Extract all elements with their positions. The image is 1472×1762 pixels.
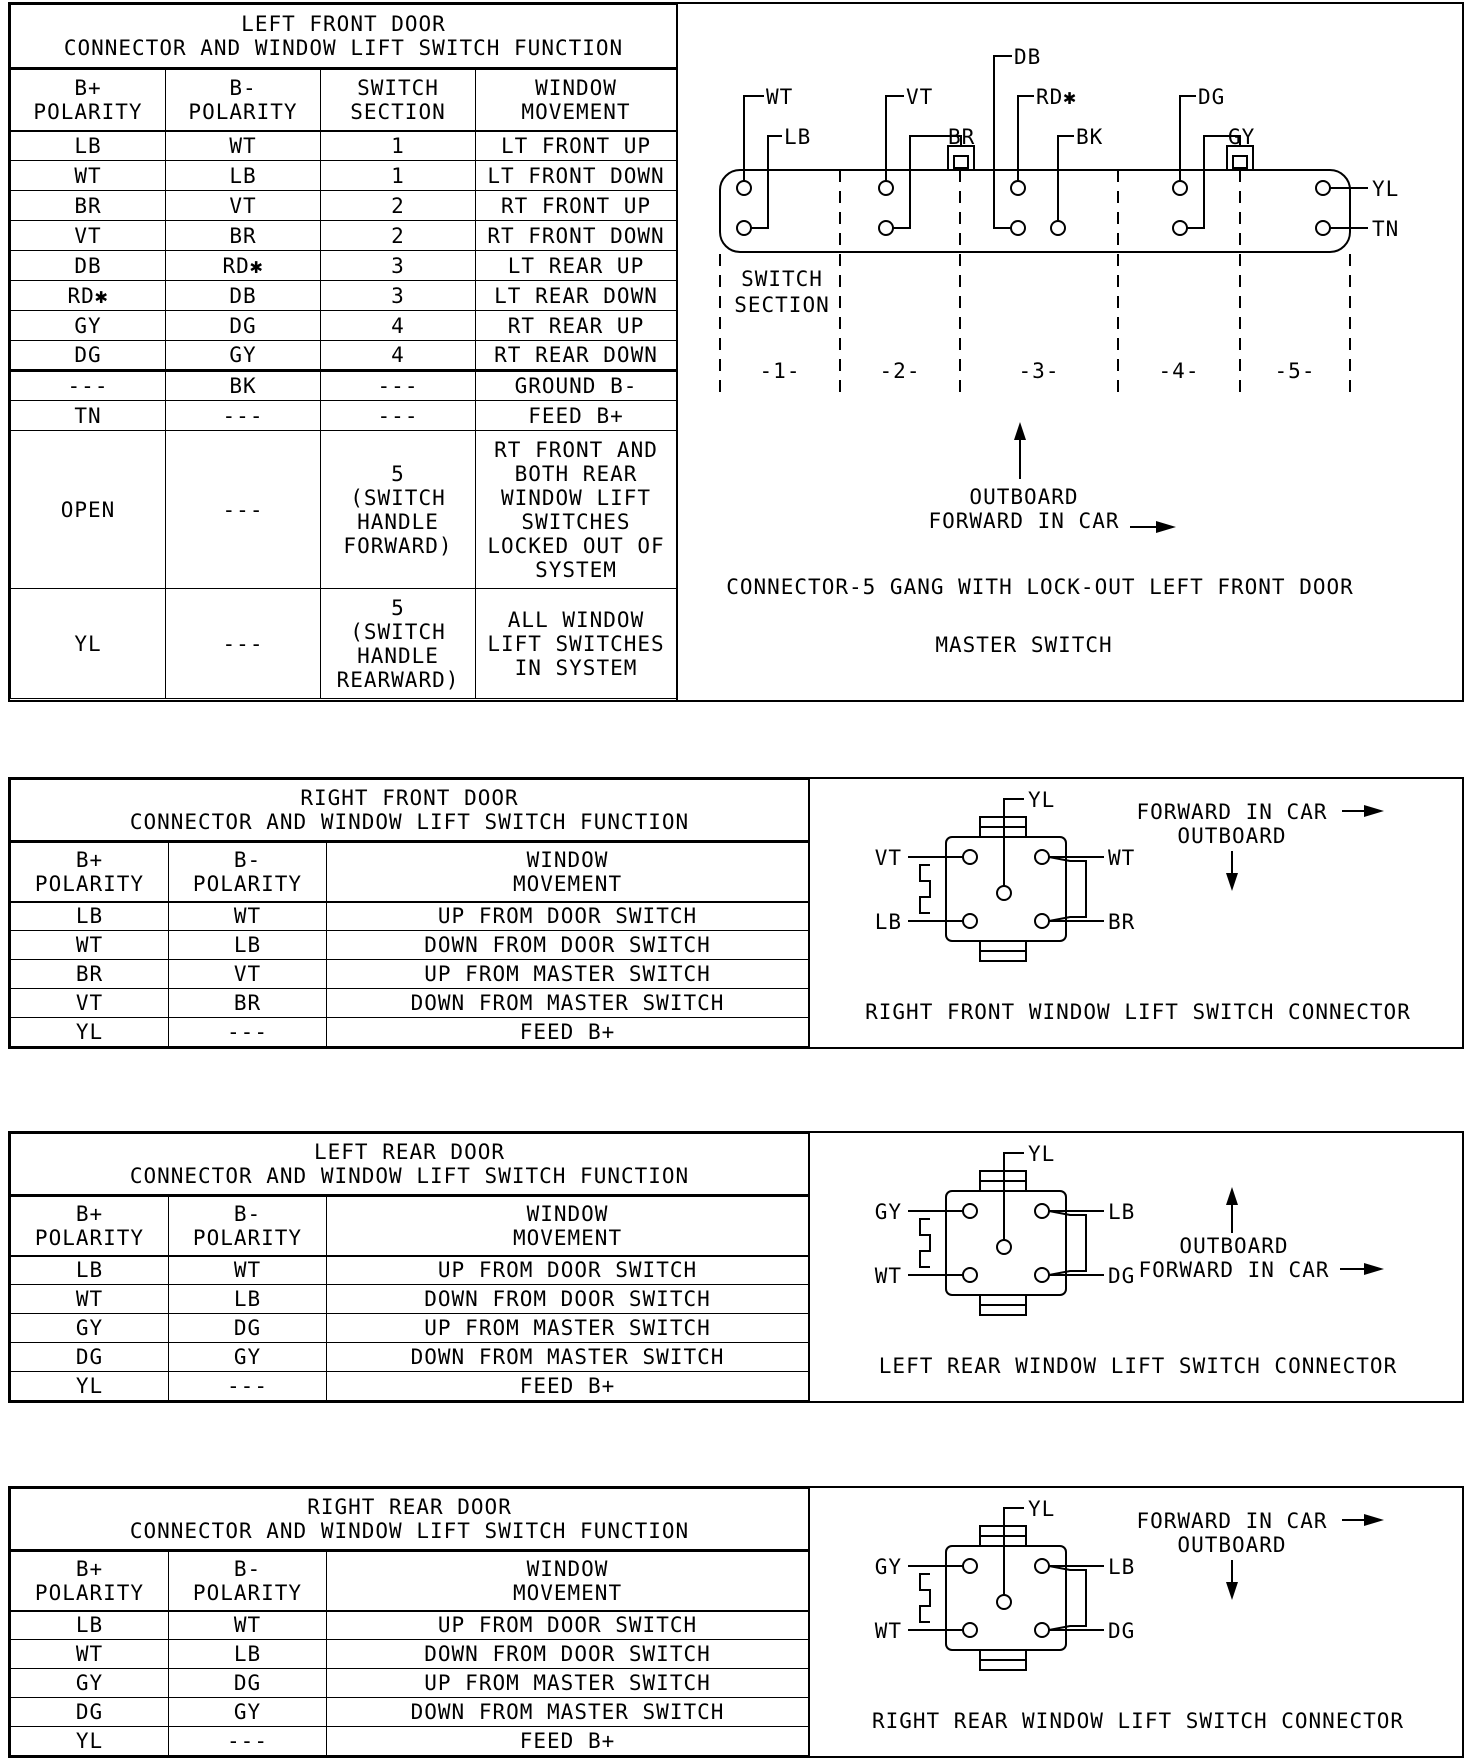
wire-lead xyxy=(1058,136,1074,221)
cell: YL xyxy=(11,1372,169,1401)
table-row xyxy=(11,1669,809,1698)
pin xyxy=(963,850,977,864)
wire-label-left-bottom: WT xyxy=(874,1264,902,1288)
cell: --- xyxy=(169,1727,327,1756)
wire-label-vt: VT xyxy=(906,85,934,109)
wire-label-wt: WT xyxy=(766,85,794,109)
pin xyxy=(1035,1204,1049,1218)
table-row xyxy=(11,281,677,311)
section-number: -2- xyxy=(879,359,921,383)
cell: BR xyxy=(169,989,327,1018)
cell: DOWN FROM DOOR SWITCH xyxy=(327,1640,809,1669)
cell: UP FROM MASTER SWITCH xyxy=(327,960,809,989)
wire-lead xyxy=(994,56,1012,228)
cell: GY xyxy=(11,1669,169,1698)
cell: BK xyxy=(166,371,321,401)
wire-label-right-top: LB xyxy=(1108,1555,1136,1579)
cell: VT xyxy=(11,989,169,1018)
table-title: RIGHT FRONT DOOR CONNECTOR AND WINDOW LIFT SWITCH FUNCTION xyxy=(11,780,809,842)
outboard-arrowhead xyxy=(1226,1187,1238,1205)
pin xyxy=(879,221,893,235)
wire-label-dg: DG xyxy=(1198,85,1226,109)
table-row xyxy=(11,251,677,281)
cell: 3 xyxy=(321,281,476,311)
cell: DG xyxy=(169,1669,327,1698)
pin xyxy=(997,1240,1011,1254)
wire-label-lb: LB xyxy=(784,125,812,149)
cell: --- xyxy=(321,371,476,401)
cell: LB xyxy=(166,161,321,191)
cell: 1 xyxy=(321,161,476,191)
pin xyxy=(1316,221,1330,235)
wire-lead xyxy=(886,96,904,181)
outboard-arrowhead xyxy=(1226,1582,1238,1600)
column-header: WINDOW MOVEMENT xyxy=(327,1196,809,1256)
direction-label-forward: FORWARD IN CAR xyxy=(1138,1258,1330,1282)
cell: --- xyxy=(321,401,476,431)
right-front-door-table xyxy=(10,779,809,1047)
cell: UP FROM MASTER SWITCH xyxy=(327,1669,809,1698)
table-row xyxy=(11,960,809,989)
wire-label-left-top: GY xyxy=(874,1200,902,1224)
table-row xyxy=(11,1314,809,1343)
outboard-arrowhead xyxy=(1014,422,1026,440)
cell: RD✱ xyxy=(11,281,166,311)
column-header: SWITCH SECTION xyxy=(321,69,476,131)
left-rear-door-table xyxy=(10,1133,809,1401)
cell: DOWN FROM DOOR SWITCH xyxy=(327,1285,809,1314)
pin xyxy=(1035,1623,1049,1637)
cell: 2 xyxy=(321,221,476,251)
cell: 5 (SWITCH HANDLE FORWARD) xyxy=(321,431,476,589)
cell: 5 (SWITCH HANDLE REARWARD) xyxy=(321,589,476,699)
left-rear-door-section xyxy=(8,1131,1464,1403)
table-row xyxy=(11,1727,809,1756)
diagram-caption: RIGHT REAR WINDOW LIFT SWITCH CONNECTOR xyxy=(871,1709,1405,1733)
wire-label-db: DB xyxy=(1014,45,1042,69)
latch xyxy=(920,1219,930,1267)
direction-label-outboard: OUTBOARD xyxy=(1177,824,1287,848)
cell: GY xyxy=(169,1343,327,1372)
table-row xyxy=(11,1256,809,1285)
cell: 4 xyxy=(321,341,476,371)
column-header: WINDOW MOVEMENT xyxy=(476,69,677,131)
diagram-caption: RIGHT FRONT WINDOW LIFT SWITCH CONNECTOR xyxy=(865,1000,1411,1024)
wire-label-right-top: LB xyxy=(1108,1200,1136,1224)
cell: WT xyxy=(11,1640,169,1669)
pin xyxy=(1173,221,1187,235)
table-row xyxy=(11,341,677,371)
wire-label-rd: RD✱ xyxy=(1036,85,1077,109)
wire-lead xyxy=(751,136,782,228)
cell: WT xyxy=(169,1611,327,1640)
direction-label-forward: FORWARD IN CAR xyxy=(1136,1509,1328,1533)
lockout-tab xyxy=(1227,146,1253,170)
cell: UP FROM MASTER SWITCH xyxy=(327,1314,809,1343)
pin xyxy=(1035,914,1049,928)
table-row xyxy=(11,902,809,931)
cell: DG xyxy=(11,1698,169,1727)
cell: WT xyxy=(169,902,327,931)
cell: --- xyxy=(166,589,321,699)
right-front-connector-diagram xyxy=(808,779,1464,1047)
lockout-tab-inner xyxy=(954,156,968,168)
cell: LT FRONT DOWN xyxy=(476,161,677,191)
cell: 2 xyxy=(321,191,476,221)
jumper xyxy=(1049,1211,1086,1275)
cell: FEED B+ xyxy=(476,401,677,431)
left-rear-connector-diagram xyxy=(808,1133,1464,1401)
cell: DOWN FROM MASTER SWITCH xyxy=(327,989,809,1018)
table-row xyxy=(11,371,677,401)
forward-arrowhead xyxy=(1364,1514,1384,1526)
cell: UP FROM DOOR SWITCH xyxy=(327,1611,809,1640)
cell: YL xyxy=(11,589,166,699)
wire-lead xyxy=(1004,1153,1024,1240)
cell: WT xyxy=(169,1256,327,1285)
section-number: -4- xyxy=(1158,359,1200,383)
left-rear-connector-svg xyxy=(810,1133,1464,1401)
forward-arrowhead xyxy=(1364,1263,1384,1275)
right-rear-connector-svg xyxy=(810,1488,1464,1756)
pin xyxy=(1035,1268,1049,1282)
table-row xyxy=(11,989,809,1018)
connector-body xyxy=(720,170,1350,252)
cell: DB xyxy=(166,281,321,311)
cell: LB xyxy=(11,1611,169,1640)
table-title: LEFT REAR DOOR CONNECTOR AND WINDOW LIFT SWITCH FUNCTION xyxy=(11,1134,809,1196)
cell: LB xyxy=(11,131,166,161)
wire-lead xyxy=(1018,96,1034,181)
wire-lead xyxy=(1180,96,1196,181)
cell: 1 xyxy=(321,131,476,161)
wire-label-bk: BK xyxy=(1076,125,1104,149)
right-rear-connector-diagram xyxy=(808,1488,1464,1756)
right-front-door-section xyxy=(8,777,1464,1049)
table-row xyxy=(11,931,809,960)
section-number: -5- xyxy=(1274,359,1316,383)
lockout-tab-inner xyxy=(1233,156,1247,168)
cell: VT xyxy=(166,191,321,221)
wire-label-yl: YL xyxy=(1372,177,1400,201)
table-row xyxy=(11,131,677,161)
pin xyxy=(1035,850,1049,864)
cell: DG xyxy=(166,311,321,341)
pin xyxy=(963,914,977,928)
wire-label-br: BR xyxy=(948,125,976,149)
wire-label-right-bottom: BR xyxy=(1108,910,1136,934)
table-row xyxy=(11,1018,809,1047)
cell: WT xyxy=(11,161,166,191)
cell: FEED B+ xyxy=(327,1372,809,1401)
cell: YL xyxy=(11,1727,169,1756)
table-row xyxy=(11,401,677,431)
pin xyxy=(963,1268,977,1282)
table-row xyxy=(11,191,677,221)
column-header: B- POLARITY xyxy=(169,1551,327,1611)
column-header: WINDOW MOVEMENT xyxy=(327,842,809,902)
outboard-arrowhead xyxy=(1226,873,1238,891)
cell: --- xyxy=(166,401,321,431)
right-front-connector-svg xyxy=(810,779,1464,1047)
cell: DOWN FROM MASTER SWITCH xyxy=(327,1343,809,1372)
cell: GROUND B- xyxy=(476,371,677,401)
wire-lead xyxy=(744,96,764,181)
cell: LT REAR UP xyxy=(476,251,677,281)
cell: RT REAR UP xyxy=(476,311,677,341)
column-header: B- POLARITY xyxy=(169,842,327,902)
cell: FEED B+ xyxy=(327,1018,809,1047)
table-row xyxy=(11,589,677,699)
table-title: RIGHT REAR DOOR CONNECTOR AND WINDOW LIFT SWITCH FUNCTION xyxy=(11,1489,809,1551)
pin xyxy=(1173,181,1187,195)
table-row xyxy=(11,1343,809,1372)
cell: DG xyxy=(11,1343,169,1372)
column-header: WINDOW MOVEMENT xyxy=(327,1551,809,1611)
cell: RT REAR DOWN xyxy=(476,341,677,371)
cell: GY xyxy=(169,1698,327,1727)
pin xyxy=(737,221,751,235)
left-front-door-table xyxy=(10,4,677,699)
table-row xyxy=(11,1640,809,1669)
cell: LB xyxy=(169,931,327,960)
forward-arrowhead xyxy=(1156,521,1176,533)
cell: ALL WINDOW LIFT SWITCHES IN SYSTEM xyxy=(476,589,677,699)
wire-lead xyxy=(893,136,961,228)
cell: YL xyxy=(11,1018,169,1047)
jumper xyxy=(1049,857,1086,921)
wire-lead xyxy=(1004,1508,1024,1595)
right-rear-door-section xyxy=(8,1486,1464,1758)
table-row xyxy=(11,161,677,191)
direction-label: OUTBOARD FORWARD IN CAR xyxy=(928,485,1120,533)
cell: WT xyxy=(11,931,169,960)
wire-label-left-top: GY xyxy=(874,1555,902,1579)
section-number: -1- xyxy=(759,359,801,383)
pin xyxy=(1011,181,1025,195)
pin xyxy=(1035,1559,1049,1573)
direction-label-outboard: OUTBOARD xyxy=(1177,1533,1287,1557)
pin xyxy=(997,1595,1011,1609)
cell: RT FRONT DOWN xyxy=(476,221,677,251)
jumper xyxy=(1049,1566,1086,1630)
cell: --- xyxy=(169,1372,327,1401)
cell: TN xyxy=(11,401,166,431)
diagram-caption: LEFT REAR WINDOW LIFT SWITCH CONNECTOR xyxy=(878,1354,1398,1378)
cell: DOWN FROM MASTER SWITCH xyxy=(327,1698,809,1727)
cell: LT REAR DOWN xyxy=(476,281,677,311)
wire-label-left-bottom: LB xyxy=(874,910,902,934)
cell: VT xyxy=(11,221,166,251)
wire-label-top: YL xyxy=(1028,788,1056,812)
latch xyxy=(920,865,930,913)
cell: RD✱ xyxy=(166,251,321,281)
lockout-tab xyxy=(948,146,974,170)
cell: GY xyxy=(11,311,166,341)
latch xyxy=(920,1574,930,1622)
pin xyxy=(963,1204,977,1218)
cell: UP FROM DOOR SWITCH xyxy=(327,902,809,931)
column-header: B- POLARITY xyxy=(166,69,321,131)
cell: 4 xyxy=(321,311,476,341)
pin xyxy=(737,181,751,195)
wire-label-gy: GY xyxy=(1228,125,1256,149)
cell: DOWN FROM DOOR SWITCH xyxy=(327,931,809,960)
section-number: -3- xyxy=(1018,359,1060,383)
table-row xyxy=(11,1611,809,1640)
cell: BR xyxy=(166,221,321,251)
right-rear-door-table xyxy=(10,1488,809,1756)
pin xyxy=(1316,181,1330,195)
pin xyxy=(997,886,1011,900)
cell: GY xyxy=(11,1314,169,1343)
master-switch-svg xyxy=(678,4,1464,700)
column-header: B+ POLARITY xyxy=(11,69,166,131)
table-row xyxy=(11,1372,809,1401)
cell: LT FRONT UP xyxy=(476,131,677,161)
column-header: B+ POLARITY xyxy=(11,1196,169,1256)
diagram-caption: MASTER SWITCH xyxy=(935,633,1113,657)
wire-label-right-bottom: DG xyxy=(1108,1619,1136,1643)
wire-label-top: YL xyxy=(1028,1142,1056,1166)
cell: DG xyxy=(11,341,166,371)
left-front-door-section xyxy=(8,2,1464,702)
direction-label-outboard: OUTBOARD xyxy=(1179,1234,1289,1258)
cell: GY xyxy=(166,341,321,371)
cell: --- xyxy=(166,431,321,589)
cell: BR xyxy=(11,960,169,989)
cell: OPEN xyxy=(11,431,166,589)
cell: RT FRONT UP xyxy=(476,191,677,221)
table-title: LEFT FRONT DOOR CONNECTOR AND WINDOW LIFT SWITCH FUNCTION xyxy=(11,5,677,69)
cell: WT xyxy=(166,131,321,161)
pin xyxy=(1051,221,1065,235)
forward-arrowhead xyxy=(1364,805,1384,817)
pin xyxy=(1011,221,1025,235)
cell: 3 xyxy=(321,251,476,281)
cell: UP FROM DOOR SWITCH xyxy=(327,1256,809,1285)
cell: LB xyxy=(11,902,169,931)
cell: LB xyxy=(169,1640,327,1669)
wire-lead xyxy=(1004,799,1024,886)
wire-label-left-top: VT xyxy=(874,846,902,870)
direction-label-forward: FORWARD IN CAR xyxy=(1136,800,1328,824)
diagram-caption: CONNECTOR-5 GANG WITH LOCK-OUT LEFT FRONT DOOR xyxy=(726,575,1354,599)
cell: LB xyxy=(11,1256,169,1285)
table-row xyxy=(11,1698,809,1727)
cell: RT FRONT AND BOTH REAR WINDOW LIFT SWITCHES LOCKED OUT OF SYSTEM xyxy=(476,431,677,589)
wire-lead xyxy=(1187,136,1240,228)
wire-label-top: YL xyxy=(1028,1497,1056,1521)
cell: VT xyxy=(169,960,327,989)
table-row xyxy=(11,1285,809,1314)
cell: LB xyxy=(169,1285,327,1314)
table-row xyxy=(11,221,677,251)
cell: --- xyxy=(169,1018,327,1047)
cell: DB xyxy=(11,251,166,281)
column-header: B- POLARITY xyxy=(169,1196,327,1256)
cell: BR xyxy=(11,191,166,221)
master-switch-connector-diagram xyxy=(676,4,1464,700)
cell: WT xyxy=(11,1285,169,1314)
column-header: B+ POLARITY xyxy=(11,842,169,902)
wire-label-left-bottom: WT xyxy=(874,1619,902,1643)
pin xyxy=(963,1623,977,1637)
table-row xyxy=(11,311,677,341)
cell: --- xyxy=(11,371,166,401)
cell: FEED B+ xyxy=(327,1727,809,1756)
table-row xyxy=(11,431,677,589)
switch-section-label: SWITCH SECTION xyxy=(734,267,830,317)
pin xyxy=(963,1559,977,1573)
cell: DG xyxy=(169,1314,327,1343)
pin xyxy=(879,181,893,195)
column-header: B+ POLARITY xyxy=(11,1551,169,1611)
wire-label-right-bottom: DG xyxy=(1108,1264,1136,1288)
wire-label-right-top: WT xyxy=(1108,846,1136,870)
wire-label-tn: TN xyxy=(1372,217,1400,241)
